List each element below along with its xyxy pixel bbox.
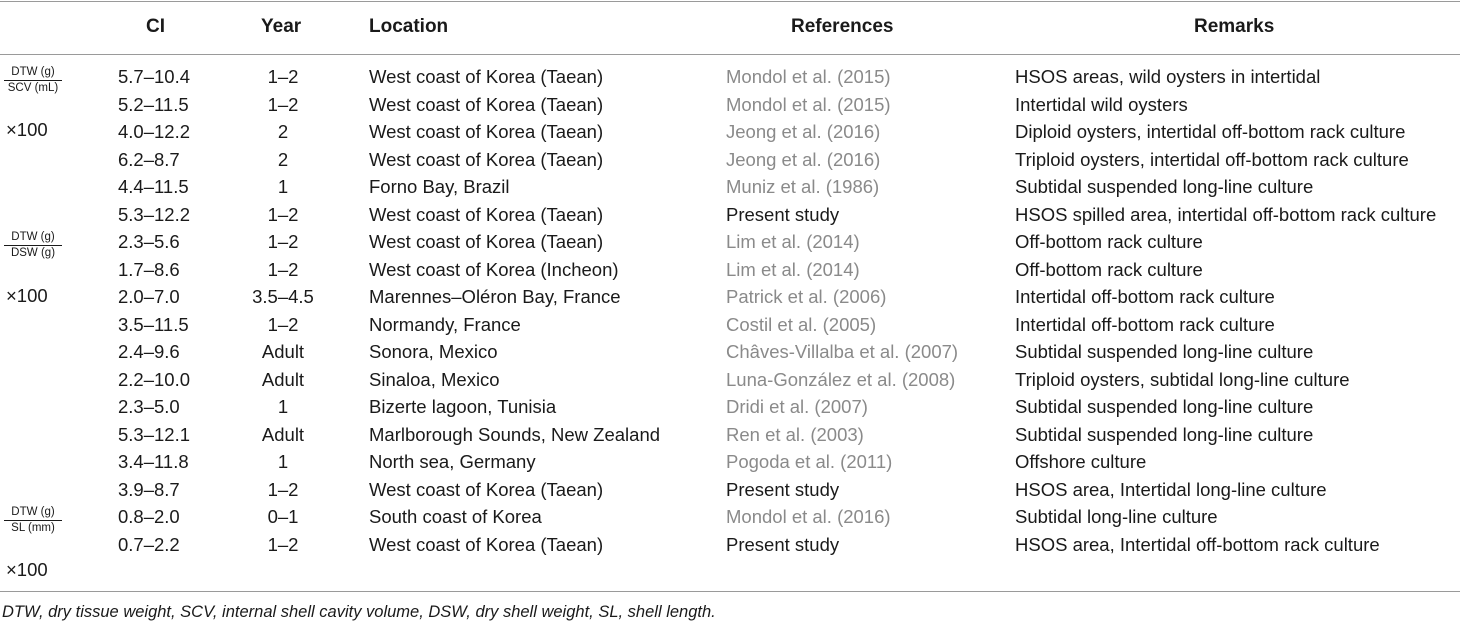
year-cell: 1–2	[267, 478, 299, 500]
location-cell: Forno Bay, Brazil	[369, 176, 510, 197]
location-cell: West coast of Korea (Taean)	[369, 121, 604, 142]
reference-link[interactable]: Muniz et al. (1986)	[726, 176, 880, 197]
location-cell: West coast of Korea (Taean)	[369, 533, 604, 555]
formula-numerator: DTW (g)	[4, 231, 62, 246]
year-cell: 3.5–4.5	[252, 286, 314, 307]
reference-cell: Present study	[726, 533, 840, 555]
remarks-cell: HSOS area, Intertidal off-bottom rack culture	[1015, 533, 1380, 555]
table-row	[0, 476, 1460, 503]
location-cell: South coast of Korea	[369, 506, 542, 527]
table-row	[0, 201, 1460, 228]
ci-cell: 5.2–11.5	[118, 93, 189, 115]
location-cell: West coast of Korea (Taean)	[369, 93, 604, 115]
year-cell: 1	[277, 176, 289, 197]
location-cell: North sea, Germany	[369, 451, 536, 472]
formula-numerator: DTW (g)	[4, 66, 62, 81]
header-rule	[0, 54, 1460, 55]
ci-cell: 5.3–12.1	[118, 423, 191, 445]
ci-cell: 3.9–8.7	[118, 478, 180, 500]
year-cell: 2	[277, 121, 289, 142]
reference-link[interactable]: Mondol et al. (2016)	[726, 506, 891, 527]
table-row	[0, 91, 1460, 118]
ci-cell: 4.4–11.5	[118, 176, 189, 197]
remarks-cell: HSOS areas, wild oysters in intertidal	[1015, 66, 1321, 87]
reference-link[interactable]: Costil et al. (2005)	[726, 313, 877, 335]
table-row	[0, 448, 1460, 475]
remarks-cell: HSOS spilled area, intertidal off-bottom rack culture	[1015, 203, 1437, 225]
formula-numerator: DTW (g)	[4, 506, 62, 521]
remarks-cell: Subtidal suspended long-line culture	[1015, 423, 1314, 445]
table-row	[0, 173, 1460, 200]
remarks-cell: Subtidal suspended long-line culture	[1015, 176, 1314, 197]
reference-link[interactable]: Ren et al. (2003)	[726, 423, 864, 445]
ci-cell: 2.4–9.6	[118, 341, 180, 362]
remarks-cell: Triploid oysters, subtidal long-line culture	[1015, 368, 1350, 390]
ci-cell: 5.3–12.2	[118, 203, 191, 225]
reference-link[interactable]: Châves-Villalba et al. (2007)	[726, 341, 959, 362]
year-cell: 2	[277, 148, 289, 170]
year-cell: 1–2	[267, 231, 299, 252]
location-cell: Normandy, France	[369, 313, 521, 335]
table-row	[0, 311, 1460, 338]
location-cell: West coast of Korea (Incheon)	[369, 258, 619, 280]
ci-cell: 2.3–5.6	[118, 231, 180, 252]
table-row	[0, 146, 1460, 173]
table-row	[0, 228, 1460, 255]
table-row	[0, 421, 1460, 448]
remarks-cell: Intertidal off-bottom rack culture	[1015, 286, 1275, 307]
formula-denominator: SCV (mL)	[7, 82, 59, 94]
reference-cell: Present study	[726, 203, 840, 225]
header-location: Location	[369, 16, 449, 37]
ci-cell: 3.5–11.5	[118, 313, 189, 335]
year-cell: 1–2	[267, 258, 299, 280]
table-footnote: DTW, dry tissue weight, SCV, internal shell cavity volume, DSW, dry shell weight, SL, shell length.	[2, 603, 716, 621]
ci-cell: 0.8–2.0	[118, 506, 180, 527]
year-cell: 1	[277, 396, 289, 417]
ci-cell: 5.7–10.4	[118, 66, 191, 87]
remarks-cell: Offshore culture	[1015, 451, 1147, 472]
ci-cell: 0.7–2.2	[118, 533, 180, 555]
table-row	[0, 283, 1460, 310]
reference-link[interactable]: Lim et al. (2014)	[726, 231, 860, 252]
year-cell: 1	[277, 451, 289, 472]
ci-cell: 2.0–7.0	[118, 286, 180, 307]
location-cell: Marlborough Sounds, New Zealand	[369, 423, 661, 445]
table-row	[0, 503, 1460, 530]
reference-link[interactable]: Patrick et al. (2006)	[726, 286, 887, 307]
year-cell: 0–1	[267, 506, 299, 527]
ci-cell: 2.3–5.0	[118, 396, 180, 417]
remarks-cell: Subtidal long-line culture	[1015, 506, 1218, 527]
remarks-cell: Diploid oysters, intertidal off-bottom rack culture	[1015, 121, 1406, 142]
header-year: Year	[261, 16, 302, 37]
table-row	[0, 63, 1460, 90]
table-row	[0, 256, 1460, 283]
ci-cell: 2.2–10.0	[118, 368, 191, 390]
reference-link[interactable]: Jeong et al. (2016)	[726, 121, 881, 142]
location-cell: Marennes–Oléron Bay, France	[369, 286, 621, 307]
year-cell: Adult	[261, 341, 305, 362]
top-rule	[0, 1, 1460, 2]
ci-cell: 3.4–11.8	[118, 451, 189, 472]
ci-cell: 6.2–8.7	[118, 148, 180, 170]
year-cell: 1–2	[267, 313, 299, 335]
header-references: References	[791, 16, 894, 37]
formula-denominator: DSW (g)	[10, 247, 56, 259]
table-row	[0, 366, 1460, 393]
location-cell: West coast of Korea (Taean)	[369, 66, 604, 87]
remarks-cell: Off-bottom rack culture	[1015, 258, 1203, 280]
formula-multiplier: ×100	[6, 119, 48, 140]
location-cell: Bizerte lagoon, Tunisia	[369, 396, 557, 417]
remarks-cell: Triploid oysters, intertidal off-bottom rack culture	[1015, 148, 1409, 170]
table-row	[0, 393, 1460, 420]
header-ci: CI	[146, 16, 165, 37]
reference-link[interactable]: Lim et al. (2014)	[726, 258, 860, 280]
table-row	[0, 531, 1460, 558]
reference-link[interactable]: Luna-González et al. (2008)	[726, 368, 956, 390]
location-cell: West coast of Korea (Taean)	[369, 231, 604, 252]
reference-link[interactable]: Mondol et al. (2015)	[726, 66, 891, 87]
formula-multiplier: ×100	[6, 559, 48, 580]
remarks-cell: Intertidal off-bottom rack culture	[1015, 313, 1275, 335]
reference-cell: Present study	[726, 478, 840, 500]
ci-cell: 4.0–12.2	[118, 121, 191, 142]
location-cell: West coast of Korea (Taean)	[369, 148, 604, 170]
year-cell: Adult	[261, 423, 305, 445]
formula-denominator: SL (mm)	[11, 522, 55, 534]
table-row	[0, 118, 1460, 145]
location-cell: West coast of Korea (Taean)	[369, 203, 604, 225]
remarks-cell: HSOS area, Intertidal long-line culture	[1015, 478, 1327, 500]
location-cell: Sonora, Mexico	[369, 341, 498, 362]
reference-link[interactable]: Jeong et al. (2016)	[726, 148, 881, 170]
reference-link[interactable]: Mondol et al. (2015)	[726, 93, 891, 115]
formula-multiplier: ×100	[6, 285, 48, 306]
reference-link[interactable]: Dridi et al. (2007)	[726, 396, 868, 417]
bottom-rule	[0, 591, 1460, 592]
header-remarks: Remarks	[1194, 16, 1275, 37]
year-cell: 1–2	[267, 203, 299, 225]
year-cell: 1–2	[267, 93, 299, 115]
location-cell: West coast of Korea (Taean)	[369, 478, 604, 500]
year-cell: 1–2	[267, 533, 299, 555]
year-cell: Adult	[261, 368, 305, 390]
remarks-cell: Subtidal suspended long-line culture	[1015, 396, 1314, 417]
year-cell: 1–2	[267, 66, 299, 87]
reference-link[interactable]: Pogoda et al. (2011)	[726, 451, 893, 472]
remarks-cell: Intertidal wild oysters	[1015, 93, 1188, 115]
remarks-cell: Subtidal suspended long-line culture	[1015, 341, 1314, 362]
table-row	[0, 338, 1460, 365]
ci-cell: 1.7–8.6	[118, 258, 180, 280]
remarks-cell: Off-bottom rack culture	[1015, 231, 1203, 252]
location-cell: Sinaloa, Mexico	[369, 368, 500, 390]
